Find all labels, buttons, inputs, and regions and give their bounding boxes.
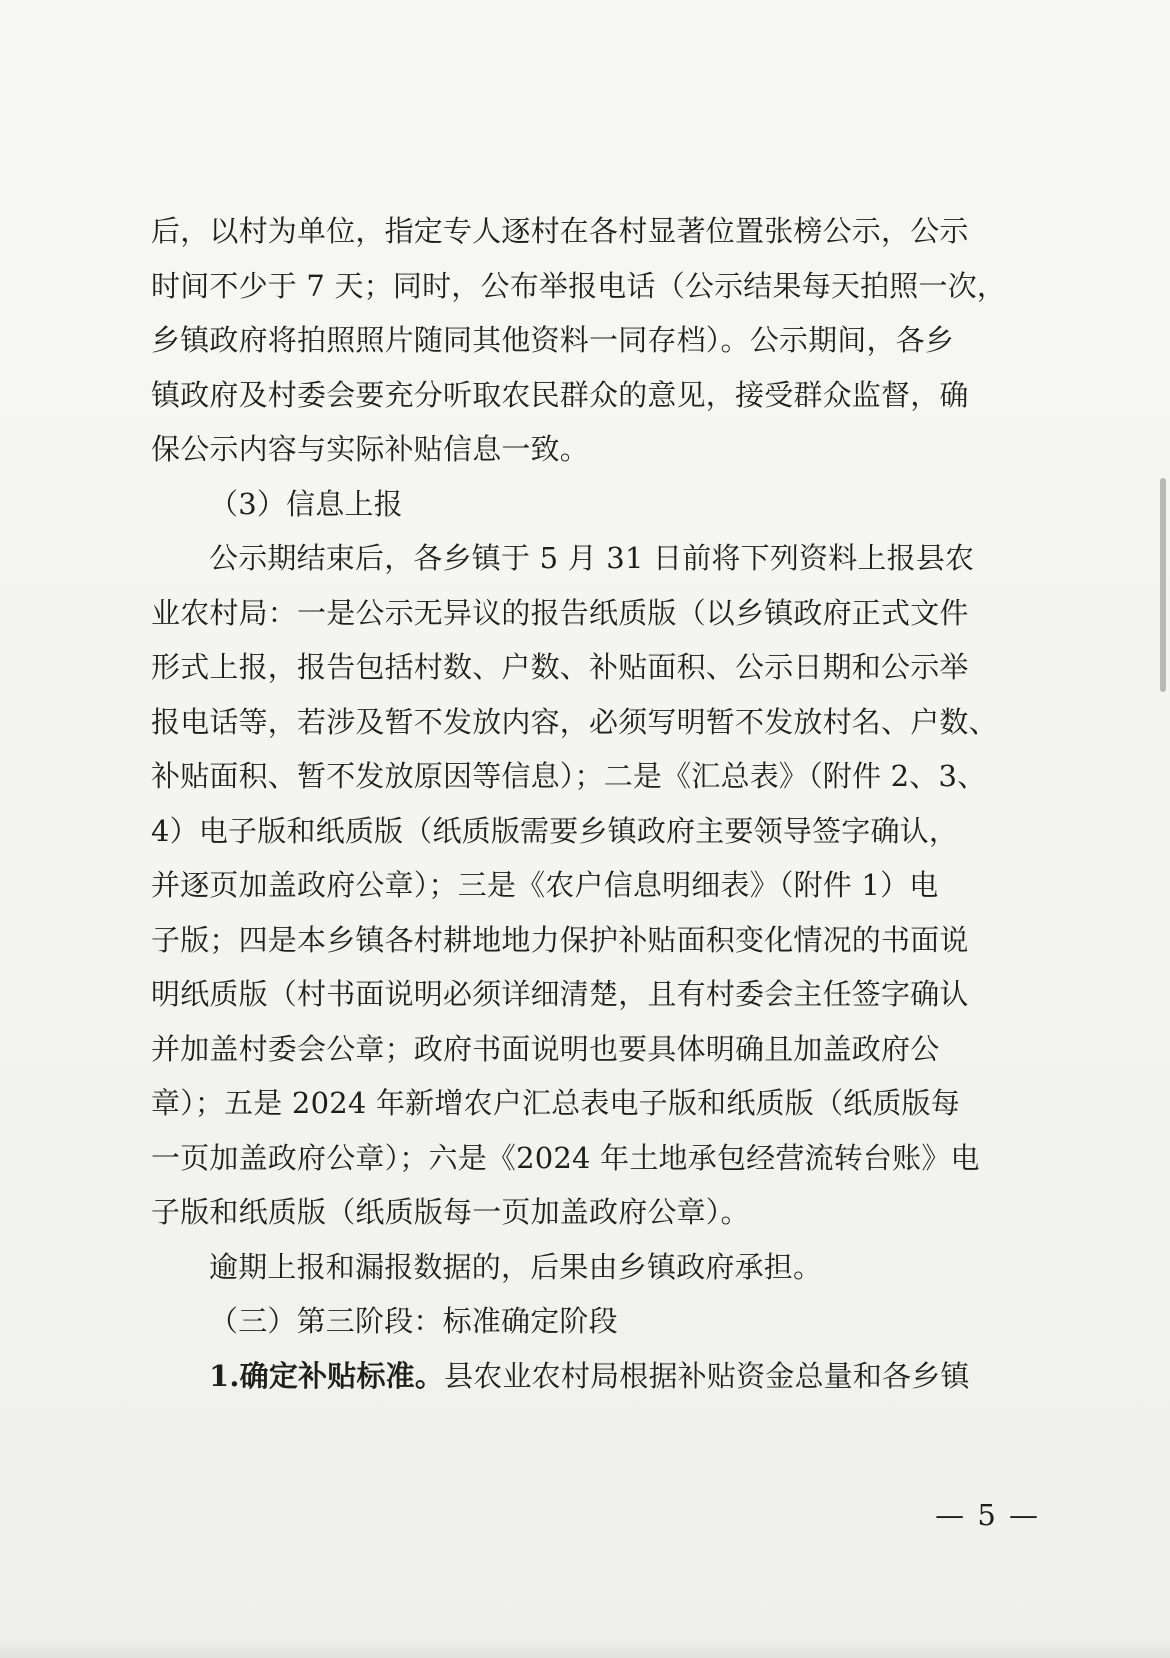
text-line: 并加盖村委会公章；政府书面说明也要具体明确且加盖政府公 bbox=[151, 1031, 940, 1066]
text-line: 业农村局：一是公示无异议的报告纸质版（以乡镇政府正式文件 bbox=[151, 595, 969, 630]
text-line: 公示期结束后，各乡镇于 5 月 31 日前将下列资料上报县农 bbox=[209, 541, 975, 575]
text-line: 子版；四是本乡镇各村耕地地力保护补贴面积变化情况的书面说 bbox=[151, 922, 969, 957]
text-line: 形式上报，报告包括村数、户数、补贴面积、公示日期和公示举 bbox=[151, 650, 969, 684]
section-heading: （三）第三阶段：标准确定阶段 bbox=[209, 1304, 618, 1338]
text-line: 报电话等，若涉及暂不发放内容，必须写明暂不发放村名、户数、 bbox=[151, 704, 998, 739]
page-number: — 5 — bbox=[935, 1498, 1040, 1532]
text-line bbox=[151, 1349, 1036, 1404]
text-line: 并逐页加盖政府公章）；三是《农户信息明细表》（附件 1）电 bbox=[151, 868, 939, 902]
scrollbar[interactable] bbox=[1160, 478, 1166, 692]
text-line: 补贴面积、暂不发放原因等信息）；二是《汇总表》（附件 2、3、 bbox=[151, 759, 987, 793]
text-line: 明纸质版（村书面说明必须详细清楚，且有村委会主任签字确认 bbox=[151, 977, 969, 1011]
text-line: 子版和纸质版（纸质版每一页加盖政府公章）。 bbox=[151, 1195, 750, 1229]
subsection-heading: 1.确定补贴标准。 bbox=[209, 1358, 445, 1393]
text-line: 乡镇政府将拍照照片随同其他资料一同存档）。公示期间，各乡 bbox=[151, 323, 955, 357]
text-line: 镇政府及村委会要充分听取农民群众的意见，接受群众监督，确 bbox=[151, 377, 969, 412]
document-body bbox=[151, 204, 1036, 1403]
text-line: 逾期上报和漏报数据的，后果由乡镇政府承担。 bbox=[209, 1249, 823, 1284]
section-heading: （3）信息上报 bbox=[209, 486, 403, 521]
text-fragment: 县农业农村局根据补贴资金总量和各乡镇 bbox=[444, 1358, 970, 1393]
text-line: 保公示内容与实际补贴信息一致。 bbox=[151, 432, 590, 466]
text-line: 章）；五是 2024 年新增农户汇总表电子版和纸质版（纸质版每 bbox=[151, 1086, 960, 1120]
text-line: 4）电子版和纸质版（纸质版需要乡镇政府主要领导签字确认， bbox=[151, 813, 959, 848]
text-line: 后，以村为单位，指定专人逐村在各村显著位置张榜公示，公示 bbox=[151, 214, 969, 248]
text-line: 一页加盖政府公章）；六是《2024 年土地承包经营流转台账》电 bbox=[151, 1140, 980, 1175]
page-bottom-edge bbox=[0, 1636, 1170, 1658]
text-line: 时间不少于 7 天；同时，公布举报电话（公示结果每天拍照一次， bbox=[151, 268, 1007, 303]
